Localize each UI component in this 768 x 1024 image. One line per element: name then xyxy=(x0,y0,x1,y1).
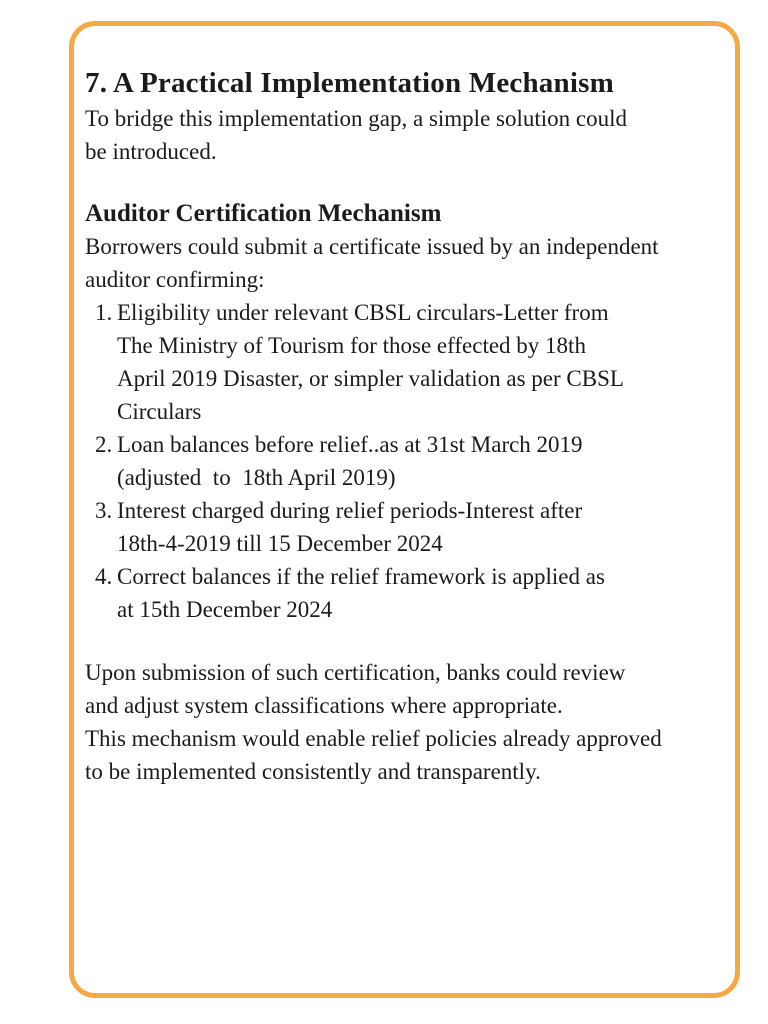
list-item-line: 18th-4-2019 till 15 December 2024 xyxy=(117,531,443,556)
section-intro-line: Borrowers could submit a certificate issued by an independent xyxy=(85,234,659,259)
page-title: 7. A Practical Implementation Mechanism xyxy=(85,67,614,99)
list-item-line: Loan balances before relief..as at 31st March 2019 xyxy=(117,432,583,457)
certification-list xyxy=(95,296,735,626)
intro-line: To bridge this implementation gap, a simple solution could xyxy=(85,106,628,131)
closing-line: to be implemented consistently and transparently. xyxy=(85,759,541,784)
closing-line: Upon submission of such certification, banks could review xyxy=(85,660,626,685)
section-intro-paragraph xyxy=(85,230,735,296)
list-item-line: Circulars xyxy=(117,399,202,424)
list-item-line: Interest charged during relief periods-Interest after xyxy=(117,498,583,523)
list-item-line: Correct balances if the relief framework is applied as xyxy=(117,564,605,589)
section-heading: Auditor Certification Mechanism xyxy=(85,200,442,227)
closing-line: and adjust system classifications where appropriate. xyxy=(85,693,563,718)
list-item-number: 2. xyxy=(95,432,113,457)
closing-paragraph xyxy=(85,722,735,788)
list-item-text xyxy=(117,494,735,560)
list-item-line: at 15th December 2024 xyxy=(117,597,333,622)
list-item-number: 3. xyxy=(95,498,113,523)
list-item-line: The Ministry of Tourism for those effected by 18th xyxy=(117,333,586,358)
section-intro-line: auditor confirming: xyxy=(85,267,265,292)
document-card xyxy=(69,21,740,998)
list-item-number: 4. xyxy=(95,564,113,589)
list-item xyxy=(95,560,735,626)
list-item xyxy=(95,296,735,428)
intro-paragraph xyxy=(85,102,735,168)
closing-block xyxy=(85,656,735,788)
closing-line: This mechanism would enable relief policies already approved xyxy=(85,726,662,751)
list-item-line: (adjusted to 18th April 2019) xyxy=(117,465,396,490)
list-item-number: 1. xyxy=(95,300,113,325)
intro-line: be introduced. xyxy=(85,139,217,164)
list-item-line: April 2019 Disaster, or simpler validation as per CBSL xyxy=(117,366,624,391)
list-item-line: Eligibility under relevant CBSL circulars-Letter from xyxy=(117,300,609,325)
closing-paragraph xyxy=(85,656,735,722)
list-item-text xyxy=(117,560,735,626)
list-item xyxy=(95,494,735,560)
list-item-text xyxy=(117,296,735,428)
list-item-text xyxy=(117,428,735,494)
list-item xyxy=(95,428,735,494)
